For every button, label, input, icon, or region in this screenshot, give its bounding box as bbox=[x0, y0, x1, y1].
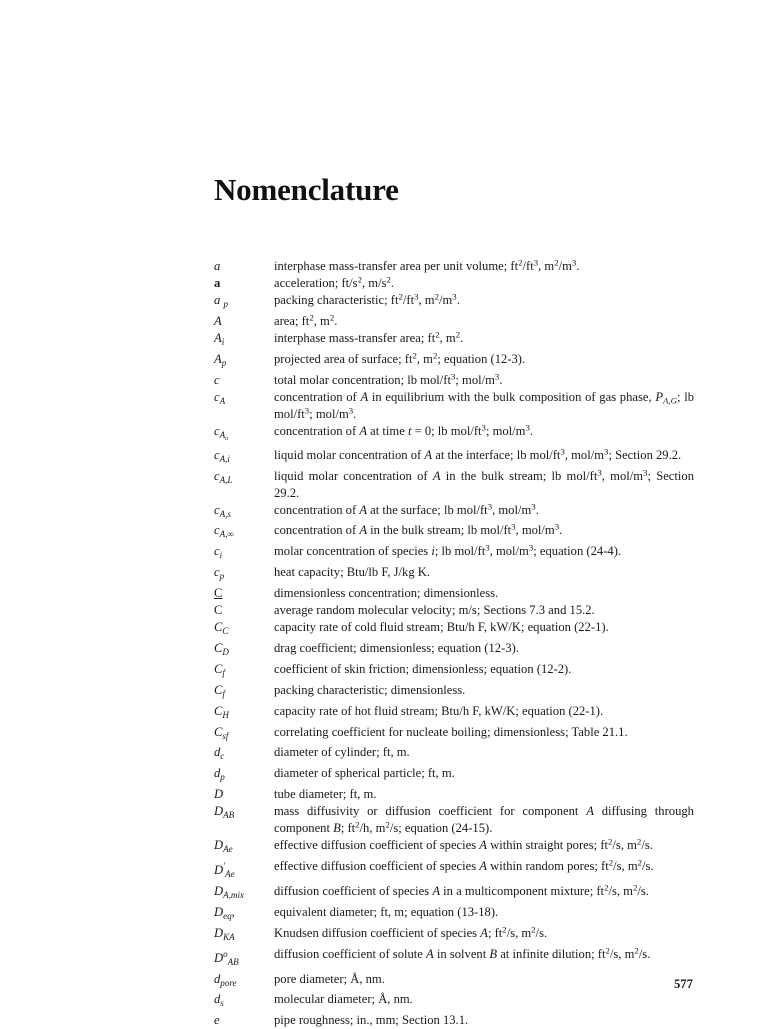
entry-symbol: A bbox=[214, 313, 222, 328]
nomenclature-entry bbox=[214, 883, 694, 904]
entry-symbol: $D_{AB}$ bbox=[214, 804, 235, 821]
entry-symbol: $d_p$ bbox=[214, 766, 225, 783]
entry-description: pipe roughness; in., mm; Section 13.1. bbox=[274, 1013, 469, 1028]
nomenclature-entry bbox=[214, 858, 694, 883]
nomenclature-entry bbox=[214, 765, 694, 786]
entry-description: concentration of A at time t = 0; lb mol/$ft^3$; mol/$m^3$. bbox=[274, 422, 534, 438]
nomenclature-entry bbox=[214, 447, 694, 468]
entry-description: dimensionless concentration; dimensionless. bbox=[274, 586, 499, 601]
entry-symbol: $d_s$ bbox=[214, 992, 224, 1009]
entry-description: acceleration; $ft/s^2$, $m/s^2$. bbox=[274, 274, 395, 290]
entry-symbol: C bbox=[214, 603, 223, 618]
nomenclature-entry bbox=[214, 564, 694, 585]
entry-description: coefficient of skin friction; dimensionless; equation (12-2). bbox=[274, 661, 572, 676]
nomenclature-entry bbox=[214, 258, 694, 275]
entry-symbol: $c_p$ bbox=[214, 565, 225, 582]
entry-description: projected area of surface; $ft^2$, $m^2$; equation (12-3). bbox=[274, 350, 526, 366]
nomenclature-entry bbox=[214, 925, 694, 946]
nomenclature-entry bbox=[214, 292, 694, 313]
entry-symbol: $c_{A_o}$ bbox=[214, 423, 229, 442]
entry-description: concentration of A at the surface; lb mol/$ft^3$, mol/$m^3$. bbox=[274, 501, 539, 517]
entry-symbol: C bbox=[214, 586, 223, 601]
nomenclature-entry bbox=[214, 585, 694, 602]
entry-symbol: $c_A$ bbox=[214, 389, 226, 406]
nomenclature-entry bbox=[214, 619, 694, 640]
entry-symbol: $A_p$ bbox=[214, 351, 227, 368]
nomenclature-entry bbox=[214, 661, 694, 682]
nomenclature-entry bbox=[214, 837, 694, 858]
entry-description: interphase mass-transfer area; $ft^2$, $m^2$. bbox=[274, 329, 464, 345]
entry-description: mass diffusivity or diffusion coefficient for component A diffusing through component B; $ft^2/h$, $m^2/s$; equation (24-15). bbox=[274, 804, 694, 836]
entry-description: total molar concentration; lb mol/$ft^3$; mol/$m^3$. bbox=[274, 371, 503, 387]
nomenclature-entry bbox=[214, 275, 694, 292]
nomenclature-entry bbox=[214, 682, 694, 703]
entry-description: packing characteristic; dimensionless. bbox=[274, 682, 466, 697]
entry-description: molar concentration of species i; lb mol/$ft^3$, mol/$m^3$; equation (24-4). bbox=[274, 542, 622, 559]
nomenclature-entry bbox=[214, 543, 694, 564]
entry-symbol: $D_{eq}$, bbox=[214, 904, 235, 921]
entry-symbol: $D^o_{AB}$ bbox=[214, 948, 239, 967]
entry-symbol: $D_{A,mix}$ bbox=[214, 883, 244, 900]
nomenclature-entry bbox=[214, 372, 694, 389]
entry-symbol: $D'_{Ae}$ bbox=[214, 861, 235, 879]
entry-description: area; $ft^2$, $m^2$. bbox=[274, 312, 338, 328]
entry-symbol: a $_p$ bbox=[214, 293, 228, 309]
entry-symbol: $C_D$ bbox=[214, 640, 229, 657]
page-title: Nomenclature bbox=[214, 172, 399, 207]
nomenclature-entry bbox=[214, 946, 694, 971]
nomenclature-entry bbox=[214, 389, 694, 423]
entry-symbol: a bbox=[214, 276, 221, 290]
entry-symbol: D bbox=[214, 787, 224, 802]
entry-description: liquid molar concentration of A in the bulk stream; lb mol/$ft^3$, mol/$m^3$; Section 29.2. bbox=[274, 467, 694, 500]
entry-symbol: $D_{Ae}$ bbox=[214, 838, 233, 855]
entry-description: pore diameter; Å, nm. bbox=[274, 971, 385, 986]
entry-symbol: $A_i$ bbox=[214, 330, 225, 347]
entry-description: concentration of A in equilibrium with the bulk composition of gas phase, $P_{A,G}$; lb mol/$ft^3$; mol/$m^3$. bbox=[274, 389, 695, 421]
nomenclature-entry bbox=[214, 313, 694, 330]
entry-symbol: $C_{sf}$ bbox=[214, 724, 229, 741]
nomenclature-entry bbox=[214, 803, 694, 837]
entry-description: equivalent diameter; ft, m; equation (13-18). bbox=[274, 904, 499, 919]
entry-description: Knudsen diffusion coefficient of species A; $ft^2/s$, $m^2/s$. bbox=[274, 924, 548, 940]
entry-description: concentration of A in the bulk stream; lb mol/$ft^3$, mol/$m^3$. bbox=[274, 522, 563, 538]
nomenclature-entry bbox=[214, 351, 694, 372]
entry-description: correlating coefficient for nucleate boiling; dimensionless; Table 21.1. bbox=[274, 724, 628, 739]
entry-description: packing characteristic; $ft^2/ft^3$, $m^2/m^3$. bbox=[274, 291, 460, 307]
entry-description: tube diameter; ft, m. bbox=[274, 787, 377, 802]
nomenclature-entry bbox=[214, 502, 694, 523]
entry-symbol: $d_c$ bbox=[214, 745, 225, 762]
nomenclature-entry bbox=[214, 602, 694, 619]
nomenclature-entry bbox=[214, 991, 694, 1012]
nomenclature-entry bbox=[214, 1012, 694, 1029]
entry-symbol: $C_C$ bbox=[214, 620, 229, 636]
nomenclature-entry bbox=[214, 703, 694, 724]
entry-description: liquid molar concentration of A at the interface; lb mol/$ft^3$, mol/$m^3$; Section 29.2. bbox=[274, 446, 682, 462]
entry-symbol: $c_i$ bbox=[214, 544, 223, 561]
nomenclature-entry bbox=[214, 724, 694, 745]
entry-description: interphase mass-transfer area per unit volume; $ft^2/ft^3$, $m^2/m^3$. bbox=[274, 257, 580, 273]
entry-symbol: $c_{A,L}$ bbox=[214, 468, 233, 485]
entry-symbol: $c_{A,\infty}$ bbox=[214, 523, 234, 540]
nomenclature-entry bbox=[214, 640, 694, 661]
entry-description: effective diffusion coefficient of species A within random pores; $ft^2/s$, $m^2/s$. bbox=[274, 857, 654, 874]
nomenclature-entry bbox=[214, 744, 694, 765]
entry-symbol: $C_f$ bbox=[214, 661, 225, 678]
entry-description: capacity rate of hot fluid stream; Btu/h F, kW/K; equation (22-1). bbox=[274, 703, 604, 718]
nomenclature-entry bbox=[214, 423, 694, 447]
entry-description: diffusion coefficient of species A in a multicomponent mixture; $ft^2/s$, $m^2/s$. bbox=[274, 882, 649, 898]
nomenclature-list bbox=[214, 258, 694, 1029]
entry-symbol: a bbox=[214, 259, 221, 273]
nomenclature-entry bbox=[214, 971, 694, 992]
entry-description: capacity rate of cold fluid stream; Btu/h F, kW/K; equation (22-1). bbox=[274, 620, 609, 635]
entry-description: molecular diameter; Å, nm. bbox=[274, 992, 413, 1007]
entry-symbol: $c_{A,s}$ bbox=[214, 502, 231, 519]
entry-description: heat capacity; Btu/lb F, J/kg K. bbox=[274, 565, 431, 580]
nomenclature-entry bbox=[214, 522, 694, 543]
entry-symbol: c bbox=[214, 372, 220, 387]
entry-symbol: $C_f$ bbox=[214, 682, 225, 699]
entry-description: drag coefficient; dimensionless; equation (12-3). bbox=[274, 640, 519, 655]
entry-description: diameter of cylinder; ft, m. bbox=[274, 745, 410, 760]
entry-description: diffusion coefficient of solute A in solvent B at infinite dilution; $ft^2/s$, $m^2/s$. bbox=[274, 945, 651, 961]
nomenclature-entry bbox=[214, 904, 694, 925]
nomenclature-entry bbox=[214, 330, 694, 351]
entry-symbol: $d_{pore}$ bbox=[214, 971, 237, 988]
entry-description: effective diffusion coefficient of species A within straight pores; $ft^2/s$, $m^2/s$. bbox=[274, 836, 653, 853]
page-number: 577 bbox=[674, 977, 693, 991]
entry-description: average random molecular velocity; m/s; Sections 7.3 and 15.2. bbox=[274, 603, 595, 618]
entry-description: diameter of spherical particle; ft, m. bbox=[274, 766, 455, 781]
entry-symbol: $c_{A,i}$ bbox=[214, 447, 230, 464]
nomenclature-entry bbox=[214, 786, 694, 803]
entry-symbol: $C_H$ bbox=[214, 703, 229, 720]
nomenclature-entry bbox=[214, 468, 694, 502]
entry-symbol: $D_{KA}$ bbox=[214, 925, 235, 942]
entry-symbol: e bbox=[214, 1013, 220, 1028]
